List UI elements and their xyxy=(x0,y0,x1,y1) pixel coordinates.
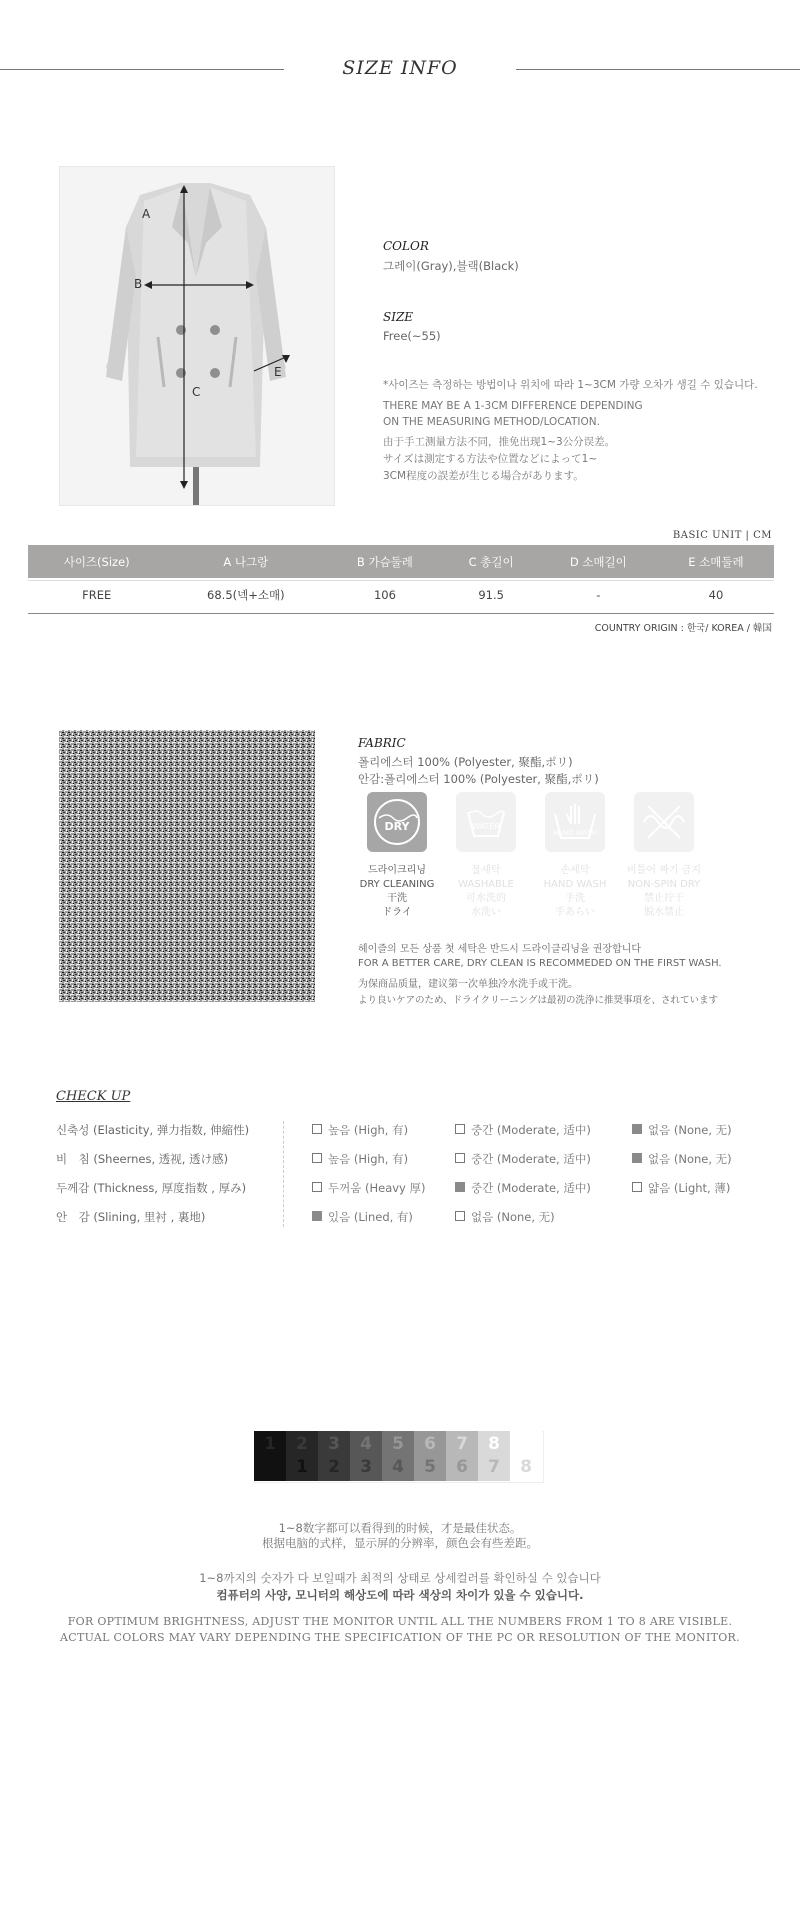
checkup-option xyxy=(455,1209,555,1225)
checkbox-empty xyxy=(312,1182,322,1192)
cell-a: 68.5(넥+소매) xyxy=(207,588,285,602)
coat-label-c: C xyxy=(192,385,201,399)
cell-b: 106 xyxy=(373,588,396,602)
col-a: A 나그랑 xyxy=(165,545,326,578)
care-line: 干洗 xyxy=(387,893,407,904)
care-line: 禁止拧干 xyxy=(644,893,684,904)
option-text: 있음 (Lined, 有) xyxy=(328,1210,413,1224)
svg-text:DRY: DRY xyxy=(384,820,410,833)
fabric-label: FABRIC xyxy=(358,736,406,750)
checkup-sheerness-label: 비 침 (Sheernes, 透视, 透け感) xyxy=(56,1152,229,1166)
coat-label-e: E xyxy=(274,365,282,379)
checkbox-checked xyxy=(632,1153,642,1163)
option-text: 높음 (High, 有) xyxy=(328,1123,409,1137)
color-label: COLOR xyxy=(383,239,429,253)
size-note-en-2: ON THE MEASURING METHOD/LOCATION. xyxy=(383,416,600,428)
washable-icon xyxy=(456,792,516,852)
care-line: WASHABLE xyxy=(458,879,514,890)
care-line: 手洗 xyxy=(565,893,585,904)
care-line: 可水洗的 xyxy=(466,893,506,904)
checkup-option xyxy=(312,1151,408,1167)
checkup-thickness-label: 두께감 (Thickness, 厚度指数 , 厚み) xyxy=(56,1181,247,1195)
checkbox-empty xyxy=(455,1153,465,1163)
option-text: 중간 (Moderate, 适中) xyxy=(471,1123,591,1137)
care-line: DRY CLEANING xyxy=(359,879,435,890)
checkbox-empty xyxy=(312,1153,322,1163)
option-text: 중간 (Moderate, 适中) xyxy=(471,1152,591,1166)
checkup-option-selected xyxy=(455,1180,591,1196)
fabric-note-en: FOR A BETTER CARE, DRY CLEAN IS RECOMMEDED ON THE FIRST WASH. xyxy=(358,958,722,969)
care-line: 脱水禁止 xyxy=(644,907,684,918)
size-note-ja-2: 3CM程度の誤差が生じる場合があります。 xyxy=(383,470,584,482)
option-text: 높음 (High, 有) xyxy=(328,1152,409,1166)
size-note-ja-1: サイズは測定する方法や位置などによって1~ xyxy=(383,453,598,465)
coat-label-a: A xyxy=(142,207,151,221)
gray-number-top: 3 xyxy=(328,1434,340,1454)
checkup-option xyxy=(455,1122,591,1138)
option-text: 얇음 (Light, 薄) xyxy=(648,1181,731,1195)
dry-clean-icon xyxy=(367,792,427,852)
washable-text xyxy=(436,864,536,920)
checkbox-empty xyxy=(312,1124,322,1134)
gray-number-bottom: 7 xyxy=(488,1457,500,1477)
size-note-en-1: THERE MAY BE A 1-3CM DIFFERENCE DEPENDING xyxy=(383,400,643,412)
gray-number-bottom: 1 xyxy=(296,1457,308,1477)
checkup-elasticity-label: 신축성 (Elasticity, 弹力指数, 伸縮性) xyxy=(56,1123,250,1137)
cell-c: 91.5 xyxy=(478,588,504,602)
fabric-line-1: 폴리에스터 100% (Polyester, 聚酯,ポリ) xyxy=(358,755,573,769)
option-text: 없음 (None, 无) xyxy=(648,1123,732,1137)
color-value: 그레이(Gray),블랙(Black) xyxy=(383,259,519,273)
col-b: B 가슴둘레 xyxy=(326,545,443,578)
gray-number-top: 4 xyxy=(360,1434,372,1454)
coat-diagram-image xyxy=(59,166,335,506)
option-text: 중간 (Moderate, 适中) xyxy=(471,1181,591,1195)
checkup-divider xyxy=(283,1121,284,1227)
option-text: 없음 (None, 无) xyxy=(471,1210,555,1224)
checkbox-checked xyxy=(455,1182,465,1192)
checkup-lining-label: 안 감 (Slining, 里衬 , 裏地) xyxy=(56,1210,206,1224)
size-value: Free(~55) xyxy=(383,329,441,343)
table-row xyxy=(28,578,774,612)
cell-e: 40 xyxy=(708,588,724,602)
fabric-texture xyxy=(59,730,315,1002)
gray-number-bottom: 2 xyxy=(328,1457,340,1477)
col-e: E 소매둘레 xyxy=(658,545,774,578)
monitor-note-zh-1: 1~8数字都可以看得到的时候，才是最佳状态。 xyxy=(278,1521,522,1535)
table-divider xyxy=(28,580,774,581)
gray-number-bottom: 4 xyxy=(392,1457,404,1477)
col-size: 사이즈(Size) xyxy=(28,545,165,578)
checkup-option xyxy=(455,1151,591,1167)
gray-number-top: 1 xyxy=(264,1434,276,1454)
checkbox-empty xyxy=(632,1182,642,1192)
care-line: 물세탁 xyxy=(471,865,501,876)
gray-number-top: 2 xyxy=(296,1434,308,1454)
hand-wash-icon xyxy=(545,792,605,852)
option-text: 없음 (None, 无) xyxy=(648,1152,732,1166)
no-spin-dry-text xyxy=(614,864,714,920)
care-line: ドライ xyxy=(382,907,412,918)
checkup-title: CHECK UP xyxy=(56,1089,131,1104)
monitor-note-en-2: ACTUAL COLORS MAY VARY DEPENDING THE SPECIFICATION OF THE PC OR RESOLUTION OF THE MONITOR. xyxy=(60,1631,740,1644)
monitor-note-en-1: FOR OPTIMUM BRIGHTNESS, ADJUST THE MONITOR UNTIL ALL THE NUMBERS FROM 1 TO 8 ARE VISIBLE. xyxy=(67,1615,733,1628)
care-line: 손세탁 xyxy=(560,865,590,876)
gray-number-top: 5 xyxy=(392,1434,404,1454)
gray-number-bottom: 8 xyxy=(520,1457,532,1477)
hand-wash-text xyxy=(525,864,625,920)
care-line: 비틀어 짜기 금지 xyxy=(627,865,701,876)
checkup-option xyxy=(632,1180,730,1196)
checkup-option-selected xyxy=(632,1151,732,1167)
monitor-note-ko-1: 1~8까지의 숫자가 다 보일때가 최적의 상태로 상세컬러를 확인하실 수 있습니다 xyxy=(199,1571,601,1585)
checkbox-empty xyxy=(455,1124,465,1134)
checkup-option-selected xyxy=(632,1122,732,1138)
fabric-note-ja: より良いケアのため、ドライクリーニングは最初の洗浄に推奨事項を、されています xyxy=(358,995,718,1006)
care-line: HAND WASH xyxy=(543,879,607,890)
basic-unit: BASIC UNIT | CM xyxy=(672,530,772,541)
fabric-note-zh: 为保商品质量，建议第一次单独冷水洗手或干洗。 xyxy=(358,979,578,990)
checkup-option xyxy=(312,1180,426,1196)
fabric-texture-image xyxy=(59,730,315,1002)
cell-size: FREE xyxy=(82,588,112,602)
country-origin: COUNTRY ORIGIN : 한국/ KOREA / 韓国 xyxy=(594,623,772,634)
cell-d: - xyxy=(596,588,601,602)
gray-number-top: 8 xyxy=(488,1434,500,1454)
checkbox-empty xyxy=(455,1211,465,1221)
size-note-ko: *사이즈는 측정하는 방법이나 위치에 따라 1~3CM 가량 오차가 생길 수 있습니다. xyxy=(383,379,758,391)
checkbox-checked xyxy=(312,1211,322,1221)
no-spin-dry-icon xyxy=(634,792,694,852)
size-note-zh: 由于手工测量方法不同，推免出现1~3公分误差。 xyxy=(383,436,616,448)
gray-number-bottom: 5 xyxy=(424,1457,436,1477)
size-table-header xyxy=(28,545,774,578)
fabric-note-ko: 헤이즐의 모든 상품 첫 세탁은 반드시 드라이클리닝을 권장합니다 xyxy=(358,944,642,955)
monitor-note-ko-2: 컴퓨터의 사양, 모니터의 해상도에 따라 색상의 차이가 있을 수 있습니다. xyxy=(216,1588,584,1602)
gray-number-top: 7 xyxy=(456,1434,468,1454)
page-title: SIZE INFO xyxy=(342,57,458,79)
checkbox-checked xyxy=(632,1124,642,1134)
care-line: 水洗い xyxy=(471,907,501,918)
svg-text:HAND WASH: HAND WASH xyxy=(553,829,597,837)
svg-text:WATER: WATER xyxy=(472,822,500,831)
size-table xyxy=(28,545,774,612)
care-line: 手あらい xyxy=(555,907,595,918)
col-d: D 소매길이 xyxy=(539,545,658,578)
option-text: 두꺼움 (Heavy 厚) xyxy=(328,1181,426,1195)
checkup-option xyxy=(312,1122,408,1138)
care-line: 드라이크리닝 xyxy=(368,865,426,876)
size-label: SIZE xyxy=(383,310,414,324)
table-bottom-line xyxy=(28,613,774,614)
gray-number-top: 6 xyxy=(424,1434,436,1454)
gray-number-bottom: 6 xyxy=(456,1457,468,1477)
care-line: NON-SPIN DRY xyxy=(627,879,701,890)
dry-clean-text xyxy=(347,864,447,920)
coat-label-b: B xyxy=(134,277,143,291)
col-c: C 총길이 xyxy=(444,545,539,578)
fabric-line-2: 안감:폴리에스터 100% (Polyester, 聚酯,ポリ) xyxy=(358,772,599,786)
monitor-note-zh-2: 根据电脑的式样，显示屏的分辨率，颜色会有些差距。 xyxy=(262,1536,538,1550)
coat-illustration xyxy=(60,167,334,505)
checkup-option-selected xyxy=(312,1209,413,1225)
gray-number-bottom: 3 xyxy=(360,1457,372,1477)
